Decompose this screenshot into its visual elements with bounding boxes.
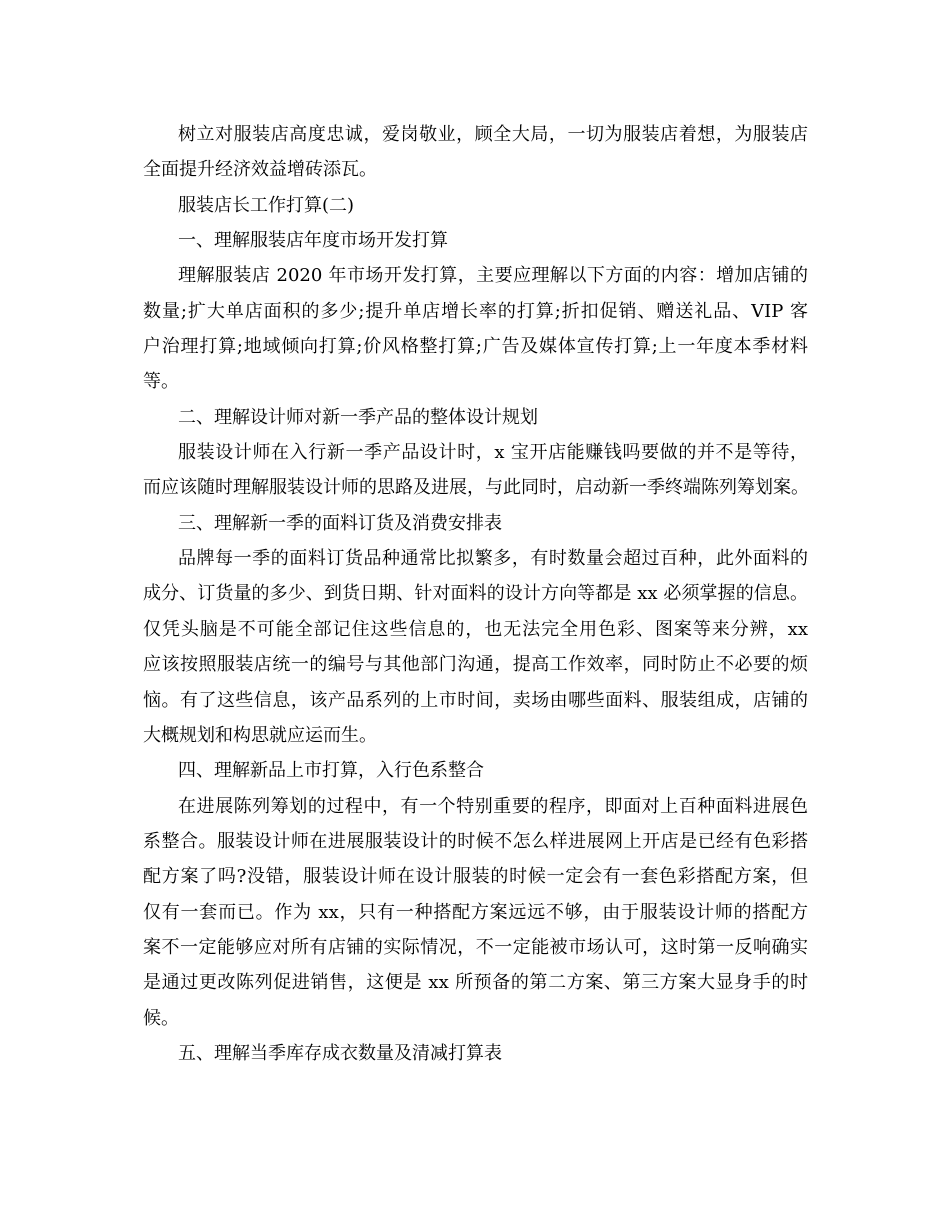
text-line: 树立对服装店高度忠诚，爱岗敬业，顾全大局，一切为服装店着想，为服装店 bbox=[178, 124, 808, 145]
document-title: 服装店长工作打算(二) bbox=[178, 194, 355, 216]
text-line: 案不一定能够应对所有店铺的实际情况，不一定能被市场认可，这时第一反响确实 bbox=[143, 936, 808, 958]
section-2 bbox=[143, 400, 808, 506]
section-heading: 四、理解新品上市打算，入行色系整合 bbox=[178, 760, 484, 782]
text-line: 候。 bbox=[143, 1007, 179, 1029]
document-body bbox=[143, 117, 808, 1071]
text-line: 大概规划和构思就应运而生。 bbox=[143, 724, 377, 746]
text-line: 是通过更改陈列促进销售，这便是 xx 所预备的第二方案、第三方案大显身手的时 bbox=[143, 972, 808, 994]
intro-paragraph bbox=[143, 117, 808, 188]
text-line: 等。 bbox=[143, 371, 179, 393]
section-heading: 三、理解新一季的面料订货及消费安排表 bbox=[178, 512, 502, 534]
text-line: 在进展陈列筹划的过程中，有一个特别重要的程序，即面对上百种面料进展色 bbox=[178, 795, 808, 817]
section-1 bbox=[143, 223, 808, 400]
text-line: 应该按照服装店统一的编号与其他部门沟通，提高工作效率，同时防止不必要的烦 bbox=[143, 654, 808, 676]
section-3 bbox=[143, 506, 808, 753]
section-heading: 五、理解当季库存成衣数量及清减打算表 bbox=[178, 1042, 502, 1064]
text-line: 服装设计师在入行新一季产品设计时，x 宝开店能赚钱吗要做的并不是等待， bbox=[178, 442, 808, 464]
paragraph bbox=[143, 789, 808, 1036]
section-4 bbox=[143, 753, 808, 1036]
text-line: 户治理打算;地域倾向打算;价风格整打算;广告及媒体宣传打算;上一年度本季材料 bbox=[143, 336, 808, 358]
text-line: 配方案了吗?没错，服装设计师在设计服装的时候一定会有一套色彩搭配方案，但 bbox=[143, 866, 808, 888]
text-line: 恼。有了这些信息，该产品系列的上市时间，卖场由哪些面料、服装组成，店铺的 bbox=[143, 689, 808, 711]
text-line: 仅凭头脑是不可能全部记住这些信息的，也无法完全用色彩、图案等来分辨，xx bbox=[143, 618, 808, 640]
text-line: 系整合。服装设计师在进展服装设计的时候不怎么样进展网上开店是已经有色彩搭 bbox=[143, 830, 808, 852]
text-line: 数量;扩大单店面积的多少;提升单店增长率的打算;折扣促销、赠送礼品、VIP 客 bbox=[143, 300, 808, 322]
section-5 bbox=[143, 1036, 808, 1071]
text-line: 仅有一套而已。作为 xx，只有一种搭配方案远远不够，由于服装设计师的搭配方 bbox=[143, 901, 808, 923]
section-heading: 二、理解设计师对新一季产品的整体设计规划 bbox=[178, 406, 538, 428]
paragraph bbox=[143, 258, 808, 399]
section-heading: 一、理解服装店年度市场开发打算 bbox=[178, 230, 448, 252]
text-line: 而应该随时理解服装设计师的思路及进展，与此同时，启动新一季终端陈列筹划案。 bbox=[143, 477, 809, 499]
paragraph bbox=[143, 435, 808, 506]
text-line: 理解服装店 2020 年市场开发打算，主要应理解以下方面的内容：增加店铺的 bbox=[178, 265, 808, 287]
text-line: 成分、订货量的多少、到货日期、针对面料的设计方向等都是 xx 必须掌握的信息。 bbox=[143, 583, 808, 605]
text-line: 品牌每一季的面料订货品种通常比拟繁多，有时数量会超过百种，此外面料的 bbox=[178, 548, 808, 570]
text-line: 全面提升经济效益增砖添瓦。 bbox=[143, 159, 377, 181]
paragraph bbox=[143, 541, 808, 753]
